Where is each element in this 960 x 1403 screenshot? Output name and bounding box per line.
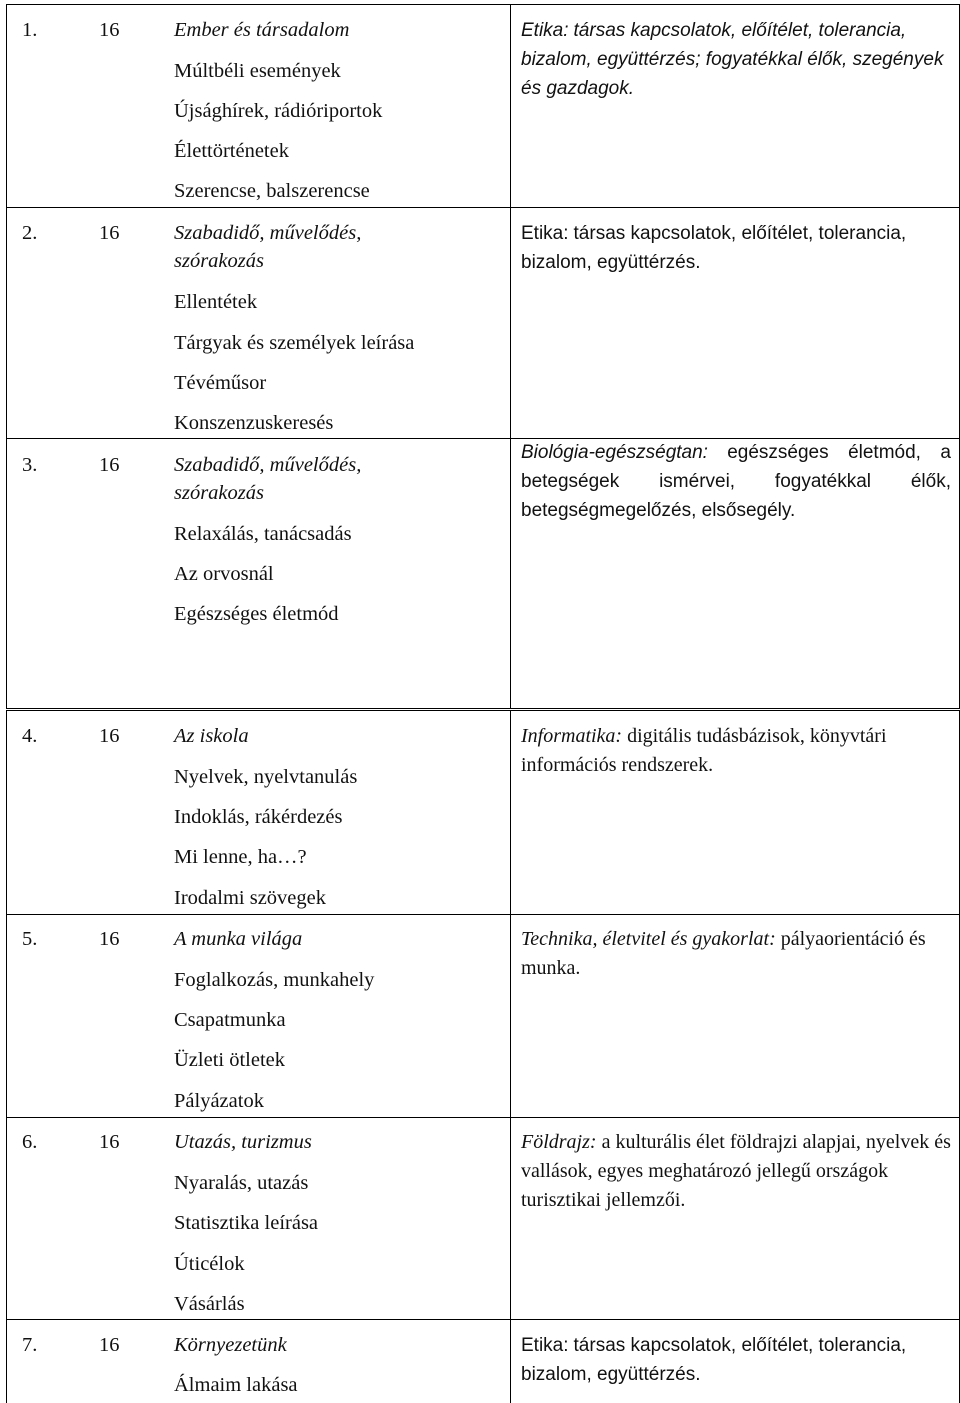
row-hours: 16	[99, 928, 120, 950]
row-hours: 16	[99, 1131, 120, 1153]
connection-text	[521, 722, 951, 780]
topic-item: Tárgyak és személyek leírása	[174, 332, 415, 354]
row-number: 1.	[22, 19, 38, 41]
topic-title: A munka világa	[174, 928, 303, 950]
connection-body: társas kapcsolatok, előítélet, tolerancia, bizalom, együttérzés.	[521, 1335, 907, 1385]
connection-label: Informatika:	[521, 725, 623, 747]
topic-item: Irodalmi szövegek	[174, 887, 326, 909]
row-number: 6.	[22, 1131, 38, 1153]
connection-text	[521, 438, 951, 525]
row-hours: 16	[99, 222, 120, 244]
topic-title: Szabadidő, művelődés,	[174, 222, 362, 244]
topic-title-cont: szórakozás	[174, 250, 264, 272]
row-number: 4.	[22, 725, 38, 747]
topic-item: Élettörténetek	[174, 140, 289, 162]
connection-label: Biológia-egészségtan:	[521, 442, 708, 463]
topic-item: Konszenzuskeresés	[174, 412, 334, 434]
connection-text	[521, 1128, 951, 1215]
topic-item: Nyaralás, utazás	[174, 1172, 309, 1194]
row-hours: 16	[99, 19, 120, 41]
connection-text	[521, 1331, 951, 1389]
topic-item: Mi lenne, ha…?	[174, 846, 307, 868]
row-number: 5.	[22, 928, 38, 950]
topic-title: Környezetünk	[174, 1334, 287, 1356]
topic-item: Múltbéli események	[174, 60, 341, 82]
row-hours: 16	[99, 454, 120, 476]
topic-item: Indoklás, rákérdezés	[174, 806, 343, 828]
topic-item: Statisztika leírása	[174, 1212, 319, 1234]
connection-body: digitális tudásbázisok, könyvtári információs rendszerek.	[521, 725, 887, 776]
connection-text	[521, 925, 951, 983]
topic-item: Az orvosnál	[174, 563, 274, 585]
topic-item: Vásárlás	[174, 1293, 245, 1315]
connection-body: egészséges életmód, a betegségek ismérvei, fogyatékkal élők, betegségmegelőzés, elsősegély.	[521, 442, 952, 521]
topic-item: Nyelvek, nyelvtanulás	[174, 766, 358, 788]
column-divider	[510, 4, 511, 709]
topic-item: Álmaim lakása	[174, 1374, 298, 1396]
topic-item: Ellentétek	[174, 291, 258, 313]
topic-item: Tévéműsor	[174, 372, 267, 394]
row-divider	[6, 1319, 960, 1320]
topic-item: Szerencse, balszerencse	[174, 180, 370, 202]
row-number: 3.	[22, 454, 38, 476]
topic-title: Szabadidő, művelődés,	[174, 454, 362, 476]
connection-body: pályaorientáció és munka.	[521, 928, 926, 979]
topic-item: Újsághírek, rádióriportok	[174, 100, 383, 122]
row-divider	[6, 914, 960, 915]
table-left-border	[6, 710, 7, 1403]
row-number: 7.	[22, 1334, 38, 1356]
connection-body: társas kapcsolatok, előítélet, tolerancia, bizalom, együttérzés.	[521, 223, 907, 273]
topic-item: Egészséges életmód	[174, 603, 339, 625]
topic-item: Csapatmunka	[174, 1009, 286, 1031]
topic-title: Ember és társadalom	[174, 19, 350, 41]
connection-label: Etika:	[521, 20, 569, 41]
connection-body: a kulturális élet földrajzi alapjai, nyelvek és vallások, egyes meghatározó jellegű országok turisztikai jellemzői.	[521, 1131, 951, 1211]
topic-title: Az iskola	[174, 725, 249, 747]
connection-text	[521, 219, 951, 277]
connection-label: Földrajz:	[521, 1131, 597, 1153]
topic-title-cont: szórakozás	[174, 482, 264, 504]
connection-label: Technika, életvitel és gyakorlat:	[521, 928, 776, 950]
row-number: 2.	[22, 222, 38, 244]
table-left-border	[6, 4, 7, 709]
table-top-border	[6, 710, 960, 711]
topic-item: Úticélok	[174, 1253, 245, 1275]
connection-body: társas kapcsolatok, előítélet, tolerancia, bizalom, együttérzés; fogyatékkal élők, szegények és gazdagok.	[521, 20, 944, 99]
connection-text	[521, 16, 951, 103]
topic-item: Foglalkozás, munkahely	[174, 969, 375, 991]
row-divider	[6, 207, 960, 208]
table-top-border	[6, 4, 960, 5]
topic-item: Relaxálás, tanácsadás	[174, 523, 352, 545]
topic-item: Üzleti ötletek	[174, 1049, 285, 1071]
topic-item: Pályázatok	[174, 1090, 264, 1112]
column-divider	[510, 710, 511, 1403]
topic-title: Utazás, turizmus	[174, 1131, 312, 1153]
connection-label: Etika:	[521, 223, 569, 244]
row-divider	[6, 1117, 960, 1118]
table-bottom-border	[6, 708, 960, 709]
row-hours: 16	[99, 725, 120, 747]
row-hours: 16	[99, 1334, 120, 1356]
connection-label: Etika:	[521, 1335, 569, 1356]
